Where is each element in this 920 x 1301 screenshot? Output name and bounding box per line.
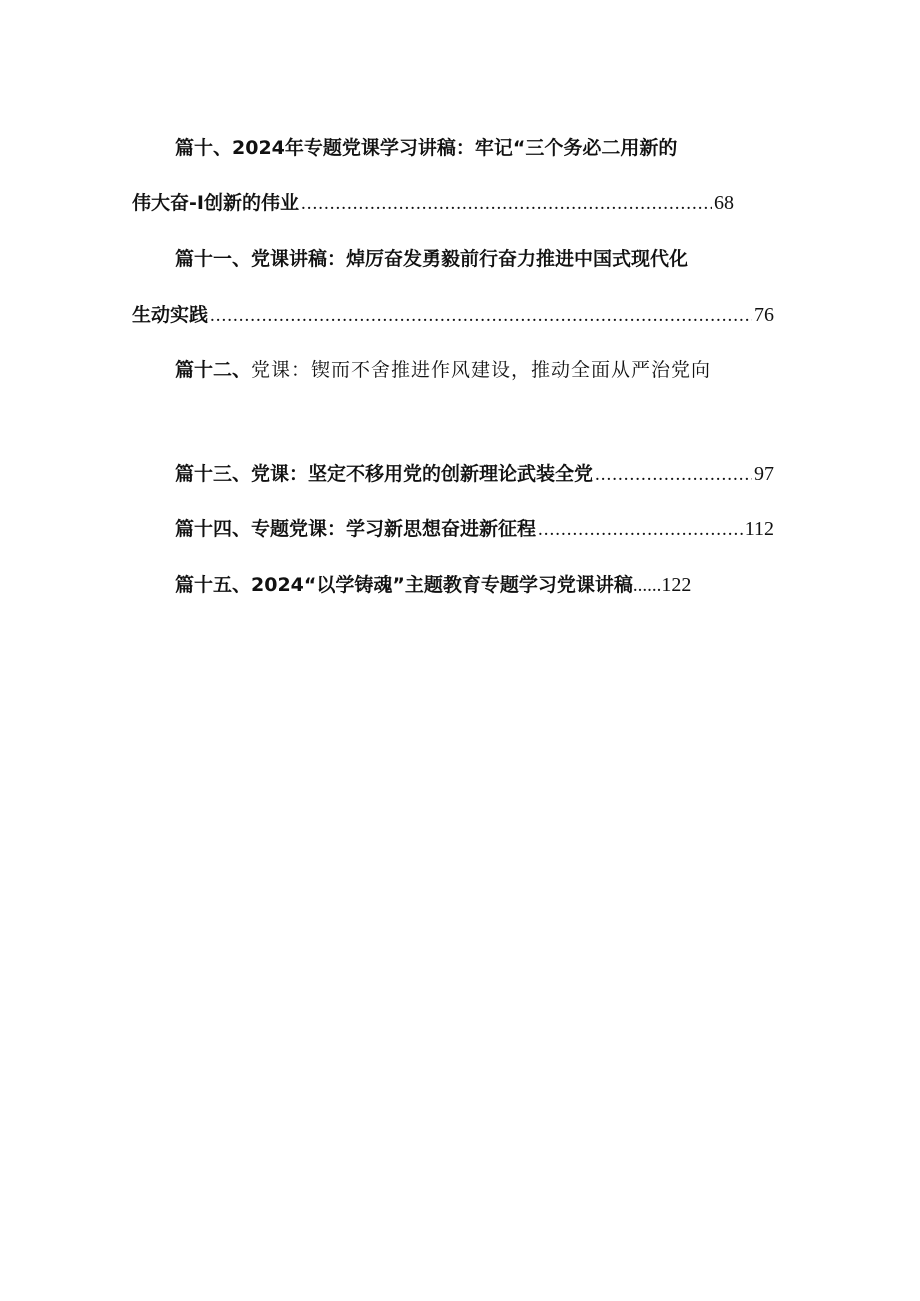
toc-entry-12-title[interactable] — [175, 357, 711, 383]
toc-entry-11-title[interactable]: 篇十一、党课讲稿：焯厉奋发勇毅前行奋力推进中国式现代化 — [175, 248, 689, 270]
toc-entry-13[interactable] — [175, 461, 774, 488]
toc-entry-10-title[interactable]: 篇十、2024年专题党课学习讲稿：牢记“三个务必二用新的 — [175, 137, 678, 159]
toc-entry-11-label: 生动实践 — [132, 304, 209, 326]
toc-entry-12-prefix: 篇十二、 — [175, 359, 252, 381]
toc-entry-15-label: 篇十五、2024“以学铸魂”主题教育专题学习党课讲稿 — [175, 574, 633, 596]
toc-entry-12-text: 党课：锲而不舍推进作风建设，推动全面从严治党向 — [251, 359, 712, 381]
dot-leader — [538, 517, 743, 543]
toc-entry-13-page-number: 97 — [754, 463, 774, 485]
toc-entry-10-page-number: 68 — [714, 192, 734, 214]
toc-entry-11-page-number: 76 — [754, 304, 774, 326]
toc-entry-11-continuation[interactable] — [132, 302, 774, 329]
dot-leader — [301, 191, 712, 217]
toc-entry-15-page-number: 122 — [661, 574, 692, 596]
toc-entry-14-page-number: 112 — [744, 518, 774, 540]
dot-leader — [595, 462, 752, 488]
toc-entry-10-label: 伟大奋-I创新的伟业 — [132, 192, 299, 214]
toc-entry-14[interactable] — [175, 516, 774, 543]
toc-entry-15-dots: ...... — [632, 575, 662, 596]
toc-entry-10-continuation[interactable] — [132, 190, 734, 217]
dot-leader — [210, 303, 752, 329]
toc-entry-14-label: 篇十四、专题党课：学习新思想奋进新征程 — [175, 518, 537, 540]
toc-entry-13-label: 篇十三、党课：坚定不移用党的创新理论武装全党 — [175, 463, 594, 485]
toc-entry-15[interactable] — [175, 572, 691, 599]
